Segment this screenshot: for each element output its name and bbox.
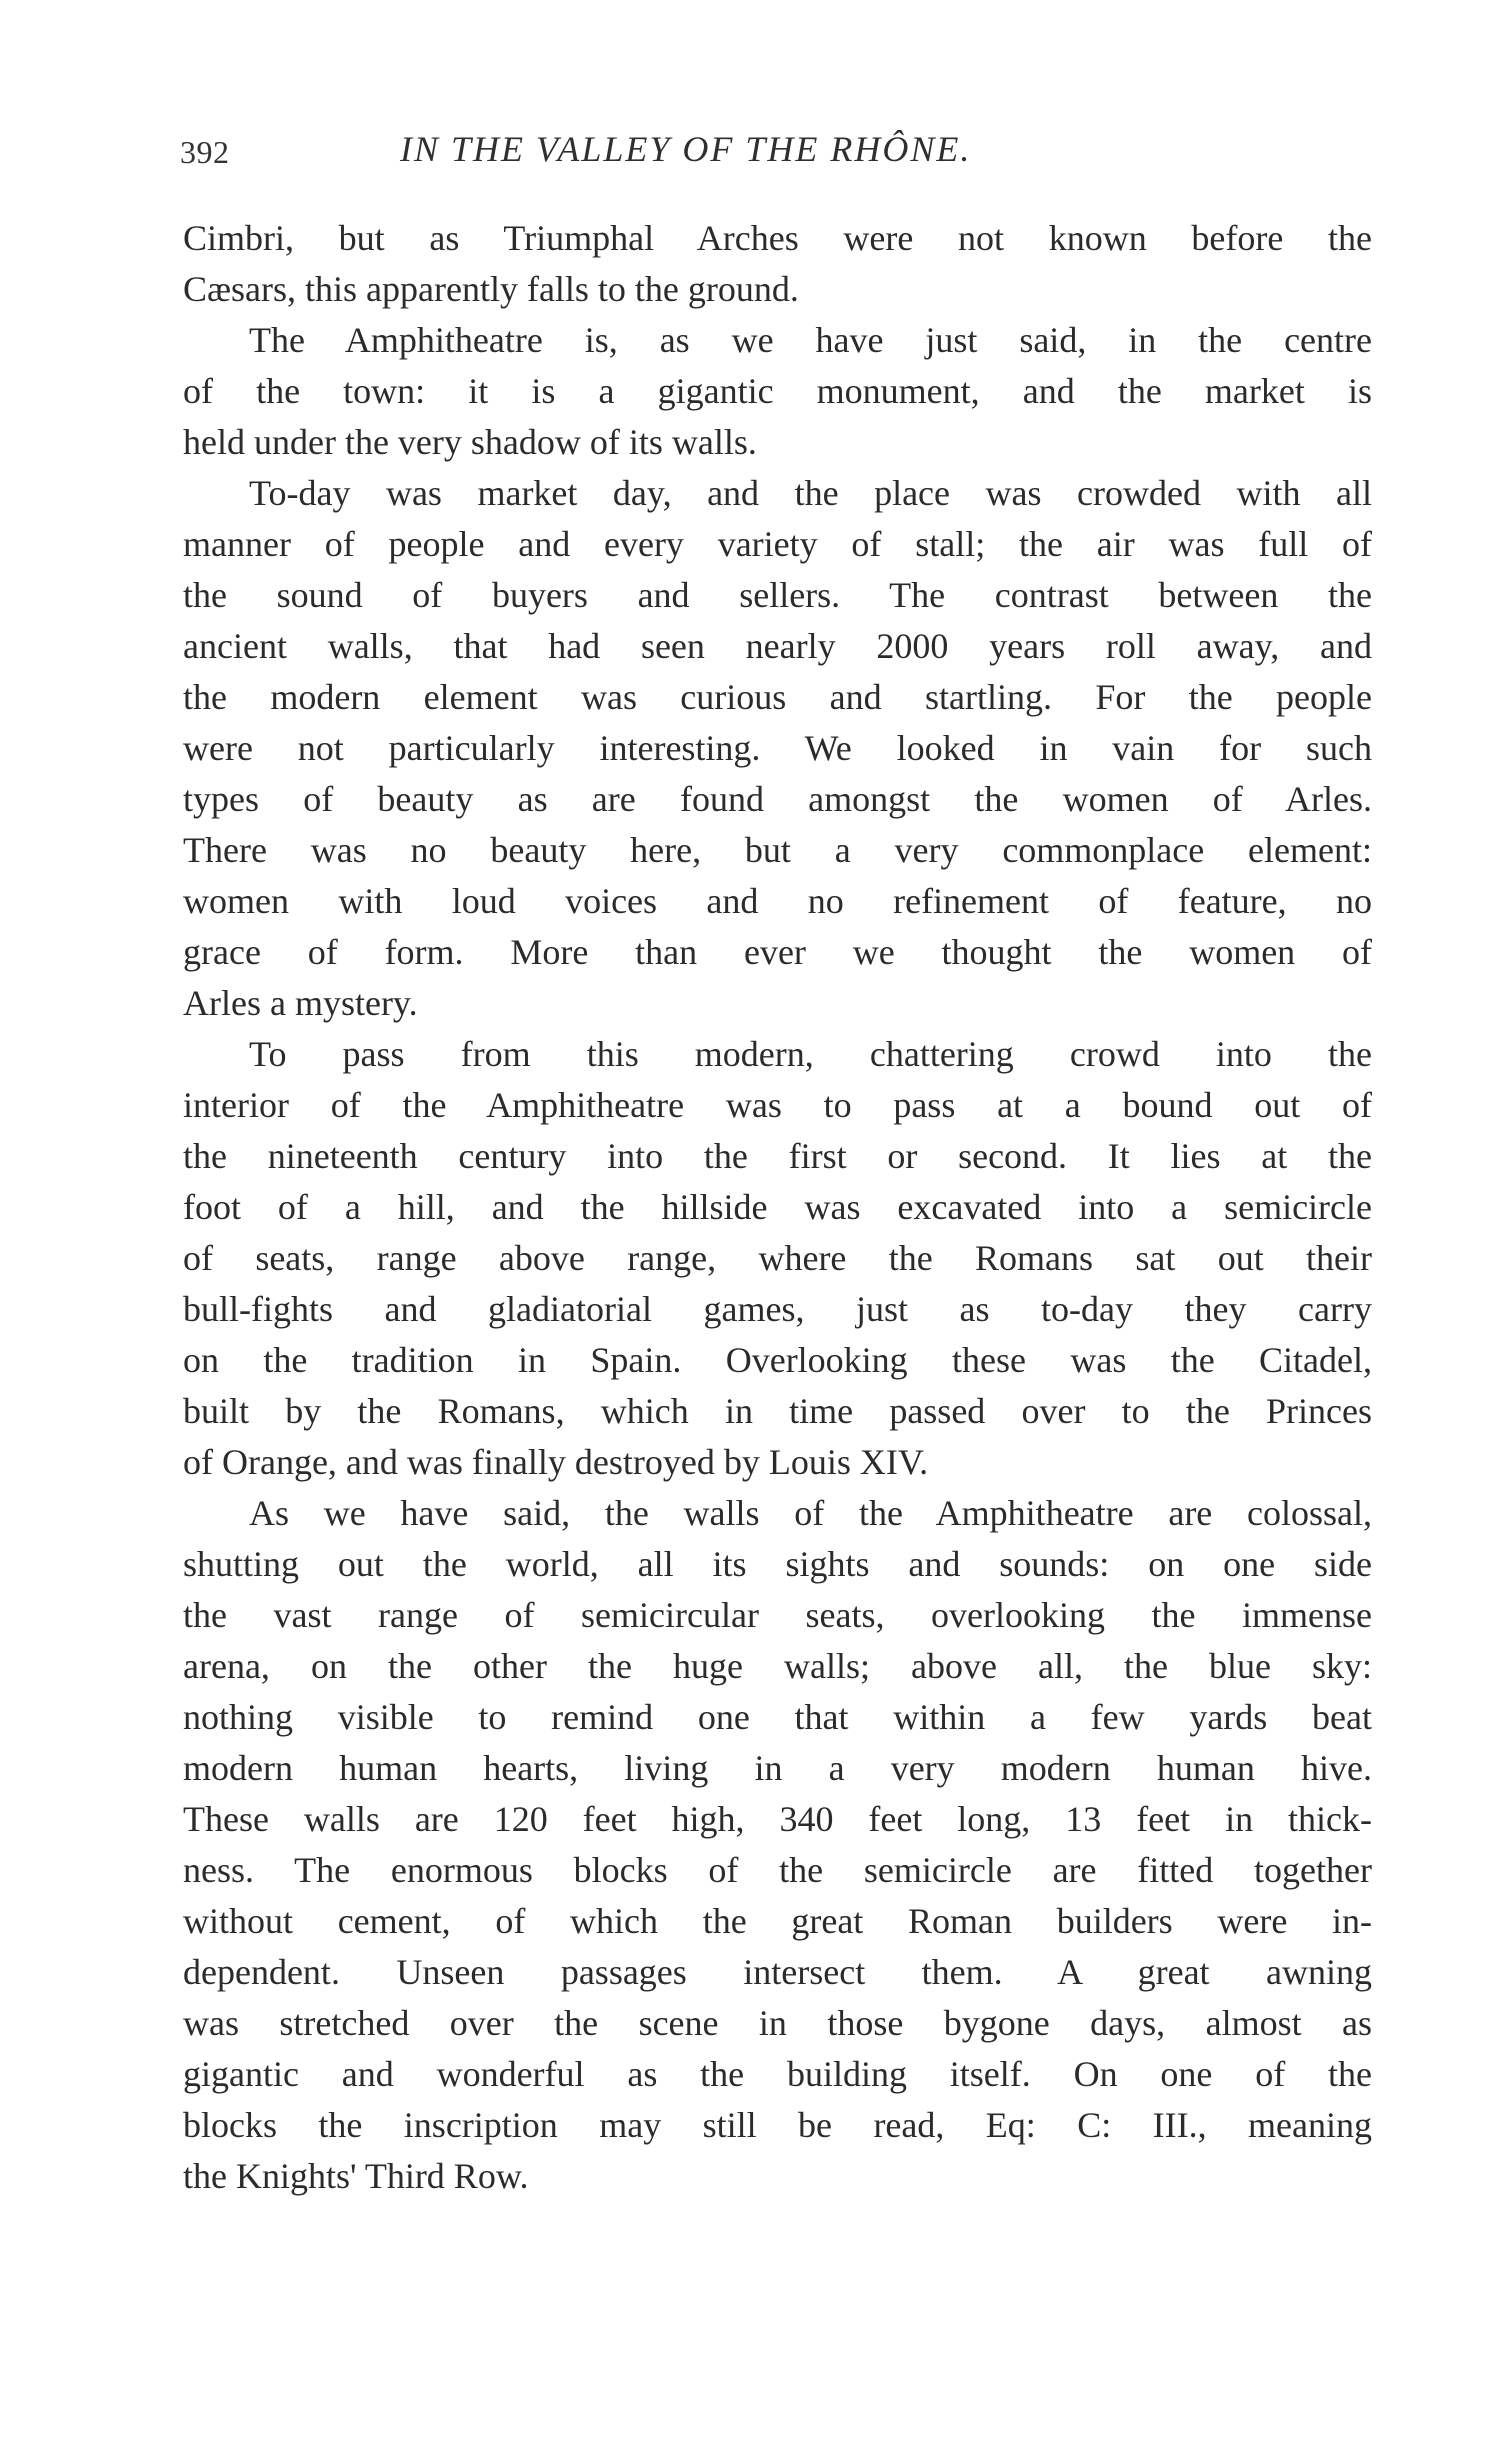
text-line: of the town: it is a gigantic monument, and the market is (183, 371, 1372, 411)
text-line: the modern element was curious and startling. For the people (183, 677, 1372, 717)
text-line: nothing visible to remind one that within a few yards beat (183, 1697, 1372, 1737)
text-line: Cæsars, this apparently falls to the ground. (183, 269, 799, 309)
text-line: blocks the inscription may still be read, Eq: C: III., meaning (183, 2105, 1372, 2145)
text-line: built by the Romans, which in time passed over to the Princes (183, 1391, 1372, 1431)
text-line: was stretched over the scene in those bygone days, almost as (183, 2003, 1372, 2043)
text-line: the vast range of semicircular seats, overlooking the immense (183, 1595, 1372, 1635)
body-text (183, 213, 1372, 2202)
text-line: These walls are 120 feet high, 340 feet long, 13 feet in thick- (183, 1799, 1372, 1839)
text-line: the nineteenth century into the first or second. It lies at the (183, 1136, 1372, 1176)
text-line: gigantic and wonderful as the building itself. On one of the (183, 2054, 1372, 2094)
text-line: arena, on the other the huge walls; above all, the blue sky: (183, 1646, 1372, 1686)
text-line: of seats, range above range, where the Romans sat out their (183, 1238, 1372, 1278)
text-line: held under the very shadow of its walls. (183, 422, 757, 462)
text-line: grace of form. More than ever we thought the women of (183, 932, 1372, 972)
text-line: were not particularly interesting. We looked in vain for such (183, 728, 1372, 768)
text-line: the sound of buyers and sellers. The contrast between the (183, 575, 1372, 615)
text-line: There was no beauty here, but a very commonplace element: (183, 830, 1372, 870)
text-line: ancient walls, that had seen nearly 2000 years roll away, and (183, 626, 1372, 666)
text-line: shutting out the world, all its sights and sounds: on one side (183, 1544, 1372, 1584)
text-line: the Knights' Third Row. (183, 2156, 529, 2196)
text-line: The Amphitheatre is, as we have just said, in the centre (249, 320, 1372, 360)
text-line: To-day was market day, and the place was crowded with all (249, 473, 1372, 513)
text-line: without cement, of which the great Roman builders were in- (183, 1901, 1372, 1941)
text-line: dependent. Unseen passages intersect them. A great awning (183, 1952, 1372, 1992)
text-line: of Orange, and was finally destroyed by Louis XIV. (183, 1442, 929, 1482)
text-line: foot of a hill, and the hillside was excavated into a semicircle (183, 1187, 1372, 1227)
text-line: bull-fights and gladiatorial games, just as to-day they carry (183, 1289, 1372, 1329)
text-line: Arles a mystery. (183, 983, 418, 1023)
text-line: types of beauty as are found amongst the women of Arles. (183, 779, 1372, 819)
text-line: women with loud voices and no refinement of feature, no (183, 881, 1372, 921)
running-title: IN THE VALLEY OF THE RHÔNE. (400, 129, 972, 169)
text-line: To pass from this modern, chattering crowd into the (249, 1034, 1372, 1074)
text-line: As we have said, the walls of the Amphitheatre are colossal, (249, 1493, 1372, 1533)
text-line: Cimbri, but as Triumphal Arches were not known before the (183, 218, 1372, 258)
page-header (180, 128, 1375, 178)
text-line: on the tradition in Spain. Overlooking these was the Citadel, (183, 1340, 1372, 1380)
text-line: interior of the Amphitheatre was to pass at a bound out of (183, 1085, 1372, 1125)
text-line: ness. The enormous blocks of the semicircle are fitted together (183, 1850, 1372, 1890)
text-line: modern human hearts, living in a very modern human hive. (183, 1748, 1372, 1788)
page-number: 392 (180, 134, 230, 170)
text-line: manner of people and every variety of stall; the air was full of (183, 524, 1372, 564)
